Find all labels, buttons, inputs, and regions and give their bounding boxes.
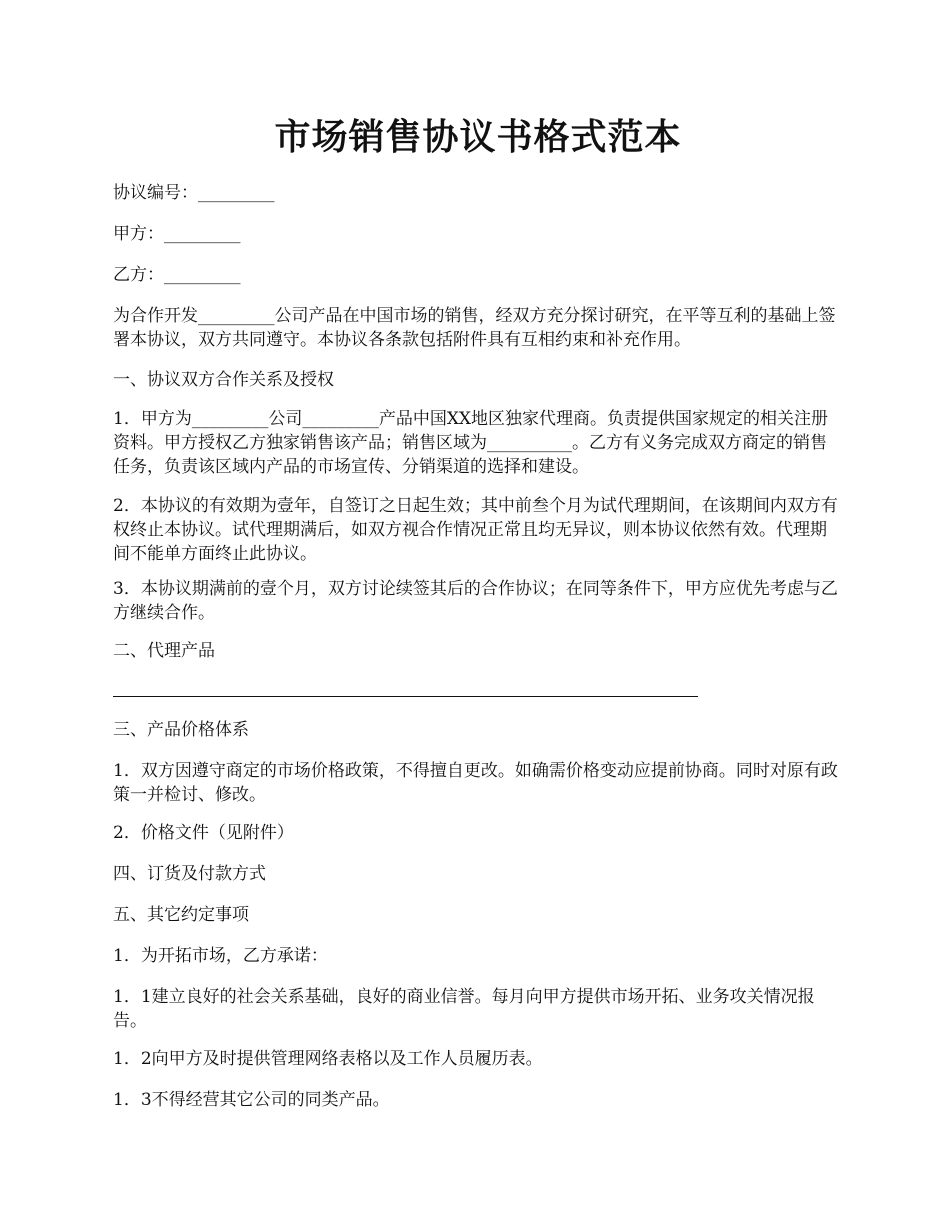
section3-item-2: 2．价格文件（见附件） [113, 823, 294, 843]
section5-item-1-3: 1．3不得经营其它公司的同类产品。 [113, 1090, 390, 1110]
section5-item-1-2: 1．2向甲方及时提供管理网络表格以及工作人员履历表。 [113, 1049, 543, 1069]
section-heading-1: 一、协议双方合作关系及授权 [113, 370, 334, 390]
section-heading-4: 四、订货及付款方式 [113, 864, 266, 884]
section-heading-5: 五、其它约定事项 [113, 905, 249, 925]
section3-item-1: 1．双方因遵守商定的市场价格政策，不得擅自更改。如确需价格变动应提前协商。同时对原有政策一并检讨、修改。 [113, 761, 838, 805]
section-heading-3: 三、产品价格体系 [113, 720, 249, 740]
document-title: 市场销售协议书格式范本 [274, 116, 682, 158]
section-heading-2: 二、代理产品 [113, 641, 215, 661]
agreement-number: 协议编号：_________ [113, 183, 275, 203]
section1-item-3: 3．本协议期满前的壹个月，双方讨论续签其后的合作协议；在同等条件下，甲方应优先考虑与乙方继续合作。 [113, 579, 838, 623]
section5-item-1: 1．为开拓市场，乙方承诺： [113, 946, 328, 966]
section5-item-1-1: 1．1建立良好的社会关系基础，良好的商业信誉。每月向甲方提供市场开拓、业务攻关情况报告。 [113, 987, 815, 1031]
party-a: 甲方：_________ [113, 224, 241, 244]
product-blank-line [113, 696, 698, 697]
intro-paragraph: 为合作开发_________公司产品在中国市场的销售，经双方充分探讨研究，在平等互利的基础上签署本协议，双方共同遵守。本协议各条款包括附件具有互相约束和补充作用。 [113, 306, 836, 350]
party-b: 乙方：_________ [113, 265, 241, 285]
section1-item-1: 1．甲方为_________公司_________产品中国XX地区独家代理商。负责提供国家规定的相关注册资料。甲方授权乙方独家销售该产品；销售区域为__________。乙方有义务完成双方商定的销售任务，负责该区域内产品的市场宣传、分销渠道的选择和建设。 [113, 409, 829, 477]
section1-item-2: 2．本协议的有效期为壹年，自签订之日起生效；其中前叁个月为试代理期间，在该期间内双方有权终止本协议。试代理期满后，如双方视合作情况正常且均无异议，则本协议依然有效。代理期间不能单方面终止此协议。 [113, 496, 838, 564]
